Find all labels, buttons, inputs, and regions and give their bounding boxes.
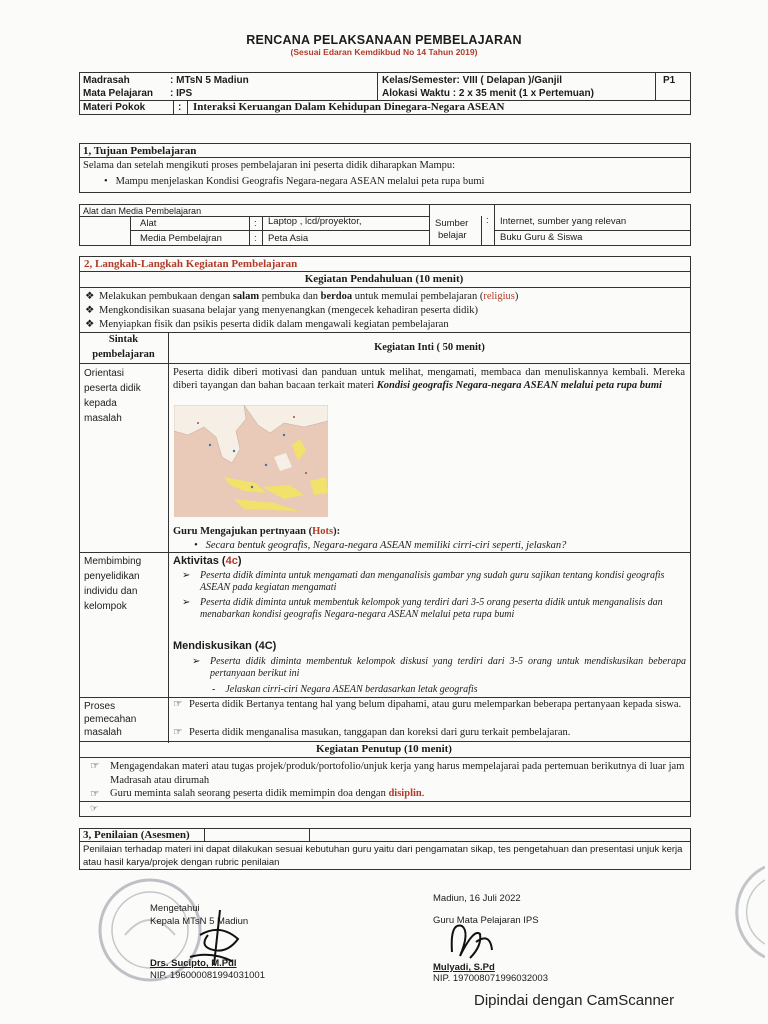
tujuan-item-text: Mampu menjelaskan Kondisi Geografis Negara-negara ASEAN melalui peta rupa bumi xyxy=(115,176,485,187)
sumber-label-1: Sumber xyxy=(435,218,469,229)
pendahuluan-title: Kegiatan Pendahuluan (10 menit) xyxy=(304,273,464,285)
sign-right-role: Guru Mata Pelajaran IPS xyxy=(433,915,539,926)
aktivitas-item-2: ➢ Peserta didik diminta untuk membentuk kelompok yang terdiri dari 3-5 orang peserta didik untuk menganalisis dan menabarkan kondisi geografis Negara-negara ASEAN melalui peta rupa bumi xyxy=(182,597,663,620)
document-subtitle: (Sesuai Edaran Kemdikbud No 14 Tahun 2019) xyxy=(290,47,478,57)
aktivitas-item-1: ➢ Peserta didik diminta untuk mengamati dan menganalisis gambar yng sudah guru sajikan tentang kondisi geografis ASEAN pada kegiatan mengamati xyxy=(182,570,665,593)
sintak-label-1: Sintak xyxy=(108,334,139,345)
asia-map-image xyxy=(174,405,328,517)
alokasi-waktu: Alokasi Waktu : 2 x 35 menit (1 x Pertemuan) xyxy=(382,88,594,99)
penutup-item-2: ☞ Guru meminta salah seorang peserta didik memimpin doa dengan disiplin. xyxy=(90,788,425,800)
madrasah-label: Madrasah xyxy=(83,75,130,86)
tujuan-intro: Selama dan setelah mengikuti proses pembelajaran ini peserta didik diharapkan Mampu: xyxy=(83,160,456,171)
sign-left-name: Drs. Sucipto, M.Pdl xyxy=(150,958,237,969)
materi-colon: : xyxy=(178,102,182,113)
sign-left-nip: NIP. 196000081994031001 xyxy=(150,970,265,981)
partial-stamp xyxy=(695,862,765,962)
media-value: Peta Asia xyxy=(268,233,309,244)
tujuan-item: • Mampu menjelaskan Kondisi Geografis Negara-negara ASEAN melalui peta rupa bumi xyxy=(104,176,485,187)
hand-pointer-icon: ☞ xyxy=(173,727,183,738)
media-colon: : xyxy=(254,233,257,244)
hand-pointer-icon: ☞ xyxy=(90,803,99,813)
mapel-value: : IPS xyxy=(170,88,193,99)
sumber-label-2: belajar xyxy=(438,230,467,241)
sumber-value-2: Buku Guru & Siswa xyxy=(500,232,583,243)
proses-item-1: ☞ Peserta didik Bertanya tentang hal yang belum dipahami, atau guru melemparkan beberapa pertanyaan kepada siswa. xyxy=(173,699,682,710)
sign-right-name: Mulyadi, S.Pd xyxy=(433,962,495,973)
sign-left-role: Kepala MTsN 5 Madiun xyxy=(150,916,249,927)
materi-value: Interaksi Keruangan Dalam Kehidupan Dinegara-Negara ASEAN xyxy=(193,101,505,113)
page-code: P1 xyxy=(663,75,676,86)
inti-title: Kegiatan Inti ( 50 menit) xyxy=(374,342,485,353)
mendiskusikan-heading: Mendiskusikan (4C) xyxy=(173,640,277,652)
pendahuluan-item-1: ❖ Melakukan pembukaan dengan salam pembuka dan berdoa untuk memulai pembelajaran (religius) xyxy=(85,291,519,302)
camscanner-watermark: Dipindai dengan CamScanner xyxy=(474,992,675,1009)
tujuan-heading: 1, Tujuan Pembelajaran xyxy=(83,145,197,157)
sumber-colon: : xyxy=(486,215,489,226)
hots-item: • Secara bentuk geografis, Negara-negara ASEAN memiliki cirri-ciri seperti, jelaskan? xyxy=(194,540,567,551)
document-title: RENCANA PELAKSANAAN PEMBELAJARAN xyxy=(246,33,522,47)
sign-date: Madiun, 16 Juli 2022 xyxy=(433,893,521,904)
penutup-title: Kegiatan Penutup (10 menit) xyxy=(316,743,452,755)
pendahuluan-item-2: ❖ Mengkondisikan suasana belajar yang menyenangkan (mengecek kehadiran peserta didik) xyxy=(85,305,479,316)
hand-pointer-icon: ☞ xyxy=(173,699,183,710)
hots-question: Guru Mengajukan pertnyaan (Hots): xyxy=(173,526,341,537)
media-heading: Alat dan Media Pembelajaran xyxy=(83,206,202,216)
orientasi-label: Orientasi peserta didik kepada masalah xyxy=(84,368,141,424)
sintak-label-2: pembelajaran xyxy=(92,349,155,360)
orientasi-text: Peserta didik diberi motivasi dan panduan untuk melihat, mengamati, membaca dan menuliskannya kembali. Mereka diberi tayangan dan bahan bacaan terkait materi Kondisi geografis Negara-negara ASEAN melalui peta rupa bumi xyxy=(173,367,685,391)
membimbing-label: Membimbing penyelidikan individu dan kelompok xyxy=(84,556,142,612)
madrasah-value: : MTsN 5 Madiun xyxy=(170,75,249,86)
aktivitas-heading: Aktivitas (4c) xyxy=(173,555,242,567)
proses-item-2: ☞ Peserta didik menganalisa masukan, tanggapan dan koreksi dari guru terkait pembelajaran. xyxy=(173,727,571,738)
media-label: Media Pembelajran xyxy=(140,233,222,244)
sign-right-nip: NIP. 197008071996032003 xyxy=(433,973,548,984)
alat-value: Laptop , lcd/proyektor, xyxy=(268,216,362,227)
kelas-semester: Kelas/Semester: VIII ( Delapan )/Ganjil xyxy=(382,75,563,86)
hand-pointer-icon: ☞ xyxy=(90,761,100,772)
proses-label: Proses pemecahan masalah xyxy=(84,701,137,738)
mapel-label: Mata Pelajaran xyxy=(83,88,154,99)
sumber-value-1: Internet, sumber yang relevan xyxy=(500,216,627,227)
alat-label: Alat xyxy=(140,218,157,229)
hand-pointer-icon: ☞ xyxy=(90,789,100,800)
alat-colon: : xyxy=(254,218,257,229)
langkah-heading: 2, Langkah-Langkah Kegiatan Pembelajaran xyxy=(84,258,298,270)
penilaian-heading: 3, Penilaian (Asesmen) xyxy=(83,829,190,841)
pendahuluan-item-3: ❖ Menyiapkan fisik dan psikis peserta didik dalam mengawali kegiatan pembelajaran xyxy=(85,319,449,330)
penilaian-text: Penilaian terhadap materi ini dapat dilakukan sesuai kebutuhan guru yaitu dari pengamatan sikap, tes pengetahuan dan presentasi unjuk kerja atau hasil karya/projek dengan rubric penilaian xyxy=(83,844,683,868)
sign-left-label: Mengetahui xyxy=(150,903,200,914)
diskusi-item-1: ➢ Peserta didik diminta membentuk kelompok diskusi yang terdiri dari 3-5 orang untuk mendiskusikan beberapa pertanyaan berikut ini xyxy=(192,656,686,679)
materi-label: Materi Pokok xyxy=(83,102,146,113)
diskusi-item-2: - Jelaskan cirri-ciri Negara ASEAN berdasarkan letak geografis xyxy=(212,684,478,695)
penutup-item-1: ☞ Mengagendakan materi atau tugas projek/produk/portofolio/unjuk kerja yang harus mempelajarai pada pertemuan berikutnya di luar jam Madrasah atau dirumah xyxy=(90,761,685,786)
